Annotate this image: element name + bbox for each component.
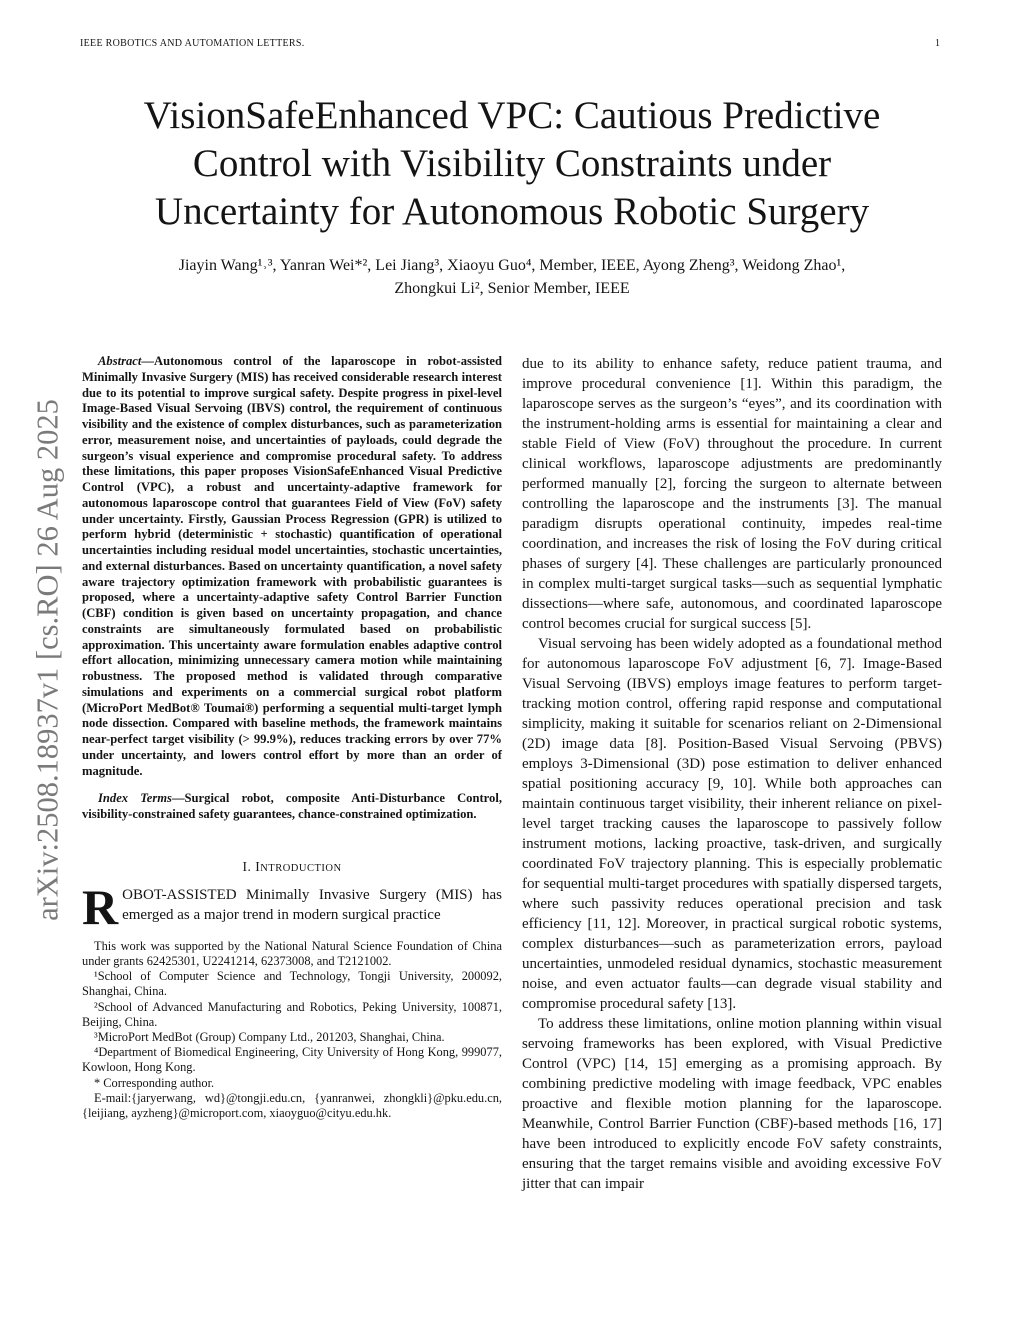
footnote-affiliation-1: ¹School of Computer Science and Technology, Tongji University, 200092, Shanghai, China.	[82, 969, 502, 999]
body-paragraph-1: due to its ability to enhance safety, reduce patient trauma, and improve procedural convenience [1]. Within this paradigm, the laparoscope serves as the surgeon’s “eyes”, and its coordination with the instrument-holding arms is essential for maintaining a clear and stable Field of View (FoV) throughout the procedure. In current clinical workflows, laparoscope adjustments are predominantly performed manually [2], forcing the surgeon to alternate between controlling the laparoscope and the instruments [3]. The manual paradigm disrupts operational continuity, impedes real-time coordination, and increases the risk of losing the FoV during critical phases of surgery [4]. These challenges are particularly pronounced in complex multi-target surgical tasks—such as sequential lymphatic dissections—where safe, autonomous, and coordinated laparoscope control becomes crucial for surgical success [5].	[522, 356, 942, 632]
footnote-affiliation-4: ⁴Department of Biomedical Engineering, City University of Hong Kong, 999077, Kowloon, Hong Kong.	[82, 1045, 502, 1075]
abstract-label: Abstract	[98, 354, 142, 368]
authors-line-1: Jiayin Wang¹˒³, Yanran Wei*², Lei Jiang³, Xiaoyu Guo⁴, Member, IEEE, Ayong Zheng³, Weidong Zhao¹,	[178, 257, 846, 274]
intro-paragraph	[82, 878, 502, 935]
arxiv-watermark: arXiv:2508.18937v1 [cs.RO] 26 Aug 2025	[30, 399, 65, 921]
author-list	[80, 254, 944, 300]
footnotes	[82, 939, 502, 1121]
footnote-funding: This work was supported by the National Natural Science Foundation of China under grants 62425301, U2241214, 62373008, and T2121002.	[82, 938, 502, 968]
authors-line-2: Zhongkui Li², Senior Member, IEEE	[394, 280, 630, 297]
abstract	[82, 354, 502, 779]
footnote-email: E-mail:{jaryerwang, wd}@tongji.edu.cn, {yanranwei, zhongkli}@pku.edu.cn, {leijiang, ayzheng}@microport.com, xiaoyguo@cityu.edu.hk.	[82, 1090, 502, 1120]
footnote-corresponding: * Corresponding author.	[94, 1075, 215, 1090]
left-column	[82, 354, 502, 1121]
title-line-3: Uncertainty for Autonomous Robotic Surgery	[154, 190, 870, 233]
index-terms-label: Index Terms	[98, 791, 172, 806]
running-head: IEEE ROBOTICS AND AUTOMATION LETTERS.	[80, 38, 305, 49]
title-line-1: VisionSafeEnhanced VPC: Cautious Predictive	[143, 94, 881, 137]
footnote-affiliation-3: ³MicroPort MedBot (Group) Company Ltd., 201203, Shanghai, China.	[94, 1029, 445, 1044]
intro-text: Minimally Invasive Surgery (MIS) has emerged as a major trend in modern surgical practice	[122, 886, 502, 923]
index-terms-text: —Surgical robot, composite Anti-Disturbance Control, visibility-constrained safety guarantees, chance-constrained optimization.	[82, 791, 502, 821]
footnote-affiliation-2: ²School of Advanced Manufacturing and Robotics, Peking University, 100871, Beijing, China.	[82, 999, 502, 1029]
body-paragraph-2: Visual servoing has been widely adopted as a foundational method for autonomous laparoscope FoV adjustment [6, 7]. Image-Based Visual Servoing (IBVS) employs image features to perform target-tracking motion control, offering rapid response and computational simplicity, making it suitable for scenarios reliant on 2-Dimensional (2D) image data [8]. Position-Based Visual Servoing (PBVS) employs 3-Dimensional (3D) pose estimation to deliver enhanced spatial positioning accuracy [9, 10]. While both approaches can maintain continuous target visibility, their inherent reliance on pixel-level target tracking causes the laparoscope to passively follow instrument motions, lacking proactive, task-driven, and surgically coordinated FoV trajectory planning. This is especially problematic for sequential multi-target procedures with spatially dispersed targets, where such passivity reduces operational precision and task efficiency [11, 12]. Moreover, in practical surgical robotic systems, complex disturbances—such as parameterization errors, payload uncertainties, unmodeled residual dynamics, stochastic measurement noise, and even actuator faults—can degrade visual stability and compromise procedural safety [13].	[522, 636, 942, 1012]
section-numeral: I.	[242, 858, 252, 874]
dropcap-letter: R	[82, 878, 119, 935]
right-column	[522, 354, 942, 1194]
section-title-first: I	[255, 858, 261, 874]
section-heading-introduction	[82, 859, 502, 875]
page-number: 1	[935, 38, 940, 49]
section-title-rest: NTRODUCTION	[260, 862, 342, 874]
abstract-text: —Autonomous control of the laparoscope in robot-assisted Minimally Invasive Surgery (MIS) has received considerable research interest due to its potential to improve surgical safety. Despite progress in pixel-level Image-Based Visual Servoing (IBVS) control, the requirement of continuous visibility and the existence of complex disturbances, such as parameterization error, measurement noise, and uncertainties of payloads, could degrade the surgeon’s visual experience and compromise procedural safety. To address these limitations, this paper proposes VisionSafeEnhanced Visual Predictive Control (VPC), a robust and uncertainty-adaptive framework for autonomous laparoscope control that guarantees Field of View (FoV) safety under uncertainty. Firstly, Gaussian Process Regression (GPR) is utilized to perform hybrid (deterministic + stochastic) quantification of operational uncertainties including residual model uncertainties, stochastic uncertainties, and external disturbances. Based on uncertainty quantification, a novel safety aware trajectory optimization framework with probabilistic guarantees is proposed, where a uncertainty-adaptive safety Control Barrier Function (CBF) condition is given based on uncertainty propagation, and chance constraints are simultaneously formulated based on probabilistic approximation. This uncertainty aware formulation enables adaptive control effort allocation, minimizing unnecessary camera motion while maintaining robustness. The proposed method is validated through comparative simulations and experiments on a commercial surgical robot platform (MicroPort MedBot® Toumai®) performing a sequential multi-target lymph node dissection. Compared with baseline methods, the framework maintains near-perfect target visibility (> 99.9%), reduces tracking errors by over 77% under uncertainty, and lowers control effort by more than an order of magnitude.	[82, 354, 502, 778]
paper-title	[80, 92, 944, 236]
intro-lead: OBOT-ASSISTED	[122, 886, 237, 903]
body-paragraph-3: To address these limitations, online motion planning within visual servoing frameworks has been explored, with Visual Predictive Control (VPC) [14, 15] emerging as a promising approach. By combining predictive modeling with image feedback, VPC enables proactive and flexible motion planning for the laparoscope. Meanwhile, Control Barrier Function (CBF)-based methods [16, 17] have been introduced to explicitly encode FoV safety constraints, ensuring that the target remains visible and avoiding excessive FoV jitter that can impair	[522, 1016, 942, 1192]
title-line-2: Control with Visibility Constraints under	[192, 142, 832, 185]
index-terms	[82, 791, 502, 823]
